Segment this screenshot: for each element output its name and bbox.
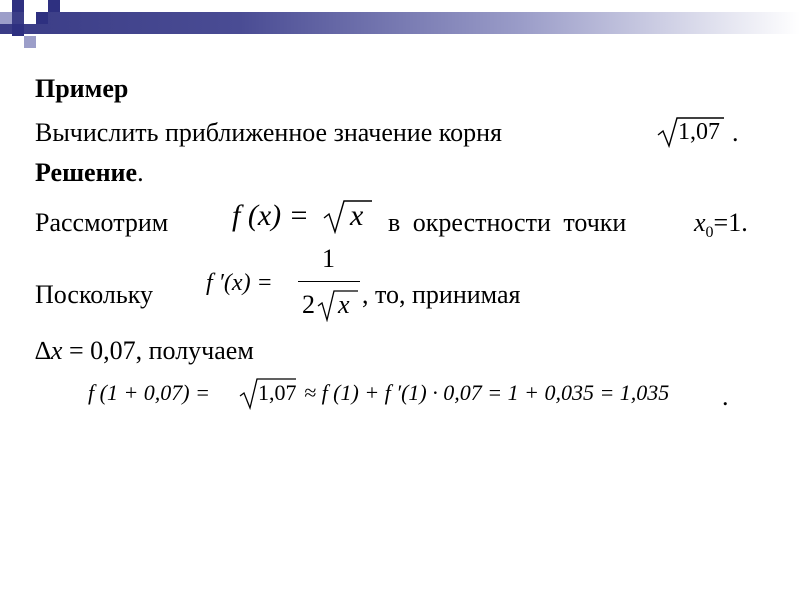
x0-base: x [694, 208, 706, 237]
f-radicand: x [350, 199, 364, 232]
fraction-den-coef: 2 [302, 290, 315, 319]
delta-line [35, 336, 254, 366]
solution-dot: . [137, 158, 144, 187]
title-decoration-bar [0, 12, 800, 34]
derivative-lhs: f ′(x) = [206, 270, 273, 296]
radical-sign [322, 198, 374, 234]
delta-symbol: ∆ [35, 336, 51, 365]
final-dot: . [722, 382, 729, 411]
taking-text: , то, принимая [362, 280, 521, 309]
decor-square [48, 0, 60, 12]
consider-word: Рассмотрим [35, 208, 169, 237]
task-text: Вычислить приближенное значение корня [35, 118, 502, 147]
delta-text: = 0,07, получаем [62, 336, 254, 365]
decor-square [12, 0, 24, 12]
fraction-numerator: 1 [322, 244, 335, 273]
final-lhs: f (1 + 0,07) = [88, 380, 210, 405]
task-line [35, 118, 502, 148]
fraction-den-radicand: x [338, 290, 350, 319]
f-definition-lhs: f (x) = [232, 199, 309, 232]
derivative-fraction [298, 244, 360, 326]
decor-square [24, 12, 36, 24]
x0-value: =1. [713, 208, 748, 237]
solution-line [35, 158, 144, 188]
x0-sub: 0 [705, 224, 714, 242]
fraction-bar [298, 281, 360, 282]
point-x0 [694, 208, 748, 248]
task-end: . [732, 118, 739, 147]
final-radicand: 1,07 [258, 380, 297, 405]
final-rhs: ≈ f (1) + f ′(1) · 0,07 = 1 + 0,035 = 1,035 [304, 380, 670, 405]
example-heading: Пример [35, 74, 129, 103]
since-word: Поскольку [35, 280, 154, 309]
task-radicand: 1,07 [678, 119, 720, 145]
decor-square [36, 12, 48, 24]
neighborhood-text: в окрестности точки [388, 208, 627, 237]
solution-heading: Решение [35, 158, 138, 187]
delta-var: x [50, 336, 63, 365]
decor-square [12, 24, 24, 36]
decor-square [24, 36, 36, 48]
decor-square [0, 12, 12, 24]
